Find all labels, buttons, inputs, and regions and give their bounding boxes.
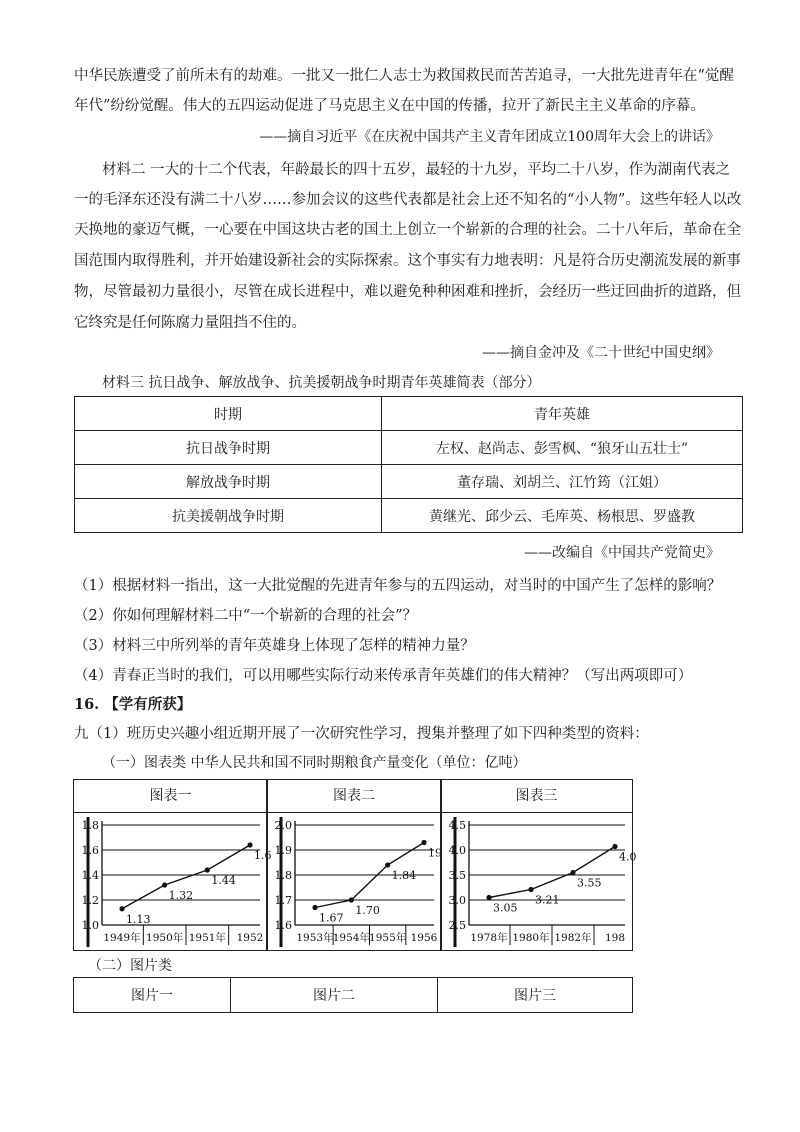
q16-intro: 九（1）班历史兴趣小组近期开展了一次研究性学习，搜集并整理了如下四种类型的资料： (74, 726, 649, 742)
y-tick-label: 1.4 (81, 869, 99, 882)
material2-line: 国范围内取得胜利，并开始建设新社会的实际探索。这个事实有力地表明：凡是符合历史潮流发展的新事 (74, 253, 741, 269)
y-tick-label: 1.6 (274, 919, 292, 932)
data-point (612, 844, 617, 849)
table-row (75, 465, 743, 499)
question-4: （4）青春正当时的我们，可以用哪些实际行动来传承青年英雄们的伟大精神？（写出两项即可） (74, 668, 693, 684)
chart-2-plot (267, 813, 440, 950)
table-cell: 抗美援朝战争时期 (75, 499, 382, 533)
data-point (385, 862, 390, 867)
y-tick-label: 1.8 (81, 819, 99, 832)
x-tick-label: 1978年 (470, 932, 508, 944)
y-tick-label: 4.0 (448, 844, 466, 857)
picture-label: 图片一 (74, 978, 231, 1013)
chart-1 (73, 779, 272, 951)
x-tick-label: 1953年 (296, 932, 334, 944)
material2-line: 天换地的豪迈气概，一心要在中国这块古老的国土上创立一个崭新的合理的社会。二十八年后，革命在全 (74, 222, 741, 238)
section2-heading: （二）图片类 (88, 958, 172, 974)
y-tick-label: 2.0 (274, 819, 292, 832)
data-point (528, 887, 533, 892)
question-1: （1）根据材料一指出，这一大批觉醒的先进青年参与的五四运动，对当时的中国产生了怎样的影响？ (74, 578, 722, 594)
question-3: （3）材料三中所列举的青年英雄身上体现了怎样的精神力量？ (74, 638, 475, 654)
data-label: 3.21 (535, 893, 560, 907)
chart-1-plot (74, 813, 272, 950)
data-point (205, 867, 210, 872)
data-label: 1.6 (254, 849, 272, 862)
data-label: 1.70 (355, 904, 380, 917)
x-tick-label: 1954年 (332, 932, 370, 944)
x-tick-label: 1951年 (188, 932, 226, 944)
y-tick-label: 1.8 (274, 869, 292, 882)
data-label: 1.84 (391, 869, 417, 882)
chart-2 (266, 779, 442, 951)
data-point (162, 882, 167, 887)
x-tick-label: 1956 (410, 932, 438, 944)
data-label: 1.13 (126, 912, 151, 926)
x-tick-label: 1982年 (554, 932, 592, 944)
data-point (119, 906, 124, 911)
picture-label: 图片二 (231, 978, 438, 1013)
x-tick-label: 1949年 (103, 932, 141, 944)
data-label: 3.55 (577, 876, 602, 890)
material1-line: 中华民族遭受了前所未有的劫难。一批又一批仁人志士为救国救民而苦苦追寻，一大批先进青年在“觉醒 (74, 68, 734, 84)
x-tick-label: 198 (604, 932, 626, 944)
table-cell: 解放战争时期 (75, 465, 382, 499)
chart-3 (440, 779, 637, 951)
data-point (247, 842, 252, 847)
material2-line: 材料二 一大的十二个代表，年龄最长的四十五岁，最轻的十九岁，平均二十八岁，作为湖南代表之 (102, 162, 731, 178)
question-2: （2）你如何理解材料二中“一个崭新的合理的社会”？ (74, 608, 418, 624)
table-header-row (75, 397, 743, 431)
y-tick-label: 1.9 (274, 844, 292, 857)
section1-heading: （一）图表类 中华人民共和国不同时期粮食产量变化（单位：亿吨） (102, 755, 527, 771)
heroes-table (74, 396, 743, 533)
table-header: 青年英雄 (382, 397, 743, 431)
series-line (489, 847, 615, 898)
data-label: 3.05 (493, 901, 518, 915)
table-cell: 董存瑞、刘胡兰、江竹筠（江姐） (382, 465, 743, 499)
data-point (486, 895, 491, 900)
data-label: 1.67 (319, 911, 344, 925)
chart-title: 图表二 (267, 780, 441, 813)
y-tick-label: 3.0 (448, 894, 466, 907)
data-point (570, 870, 575, 875)
material1-line: 年代”纷纷觉醒。伟大的五四运动促进了马克思主义在中国的传播，拉开了新民主主义革命的序幕。 (74, 98, 705, 114)
data-label: 1.32 (168, 889, 194, 902)
table-row (75, 499, 743, 533)
y-tick-label: 2.5 (448, 919, 466, 932)
chart-title: 图表三 (441, 780, 632, 813)
y-tick-label: 4.5 (448, 819, 466, 832)
chart-title: 图表一 (74, 780, 267, 813)
y-tick-label: 1.6 (81, 844, 99, 857)
data-label: 19 (428, 846, 442, 860)
picture-label: 图片三 (438, 978, 633, 1013)
material3-title: 材料三 抗日战争、解放战争、抗美援朝战争时期青年英雄简表（部分） (102, 375, 541, 391)
q16-title: 16. 【学有所获】 (74, 696, 192, 713)
x-tick-label: 1955年 (369, 932, 407, 944)
table-row (75, 431, 743, 465)
y-tick-label: 1.7 (274, 894, 292, 907)
pictures-table (73, 977, 633, 1013)
x-tick-label: 1980年 (512, 932, 550, 944)
y-tick-label: 1.0 (81, 919, 99, 932)
material2-source: ——摘自金冲及《二十世纪中国史纲》 (482, 345, 720, 361)
y-tick-label: 1.2 (81, 894, 99, 907)
material2-line: 物，尽管最初力量很小，尽管在成长进程中，难以避免种种困难和挫折，会经历一些迂回曲折的道路，但 (74, 284, 741, 300)
table-cell: 抗日战争时期 (75, 431, 382, 465)
table-cell: 左权、赵尚志、彭雪枫、“狼牙山五壮士” (382, 431, 743, 465)
x-tick-label: 1952 (236, 932, 264, 944)
chart-3-plot (441, 813, 637, 950)
data-point (312, 905, 317, 910)
data-label: 4.0 (619, 850, 637, 864)
data-point (421, 840, 426, 845)
data-label: 1.44 (211, 874, 236, 887)
data-point (349, 897, 354, 902)
x-tick-label: 1950年 (146, 932, 184, 944)
material1-source: ——摘自习近平《在庆祝中国共产主义青年团成立100周年大会上的讲话》 (259, 129, 720, 145)
material2-line: 一的毛泽东还没有满二十八岁……参加会议的这些代表都是社会上还不知名的“小人物”。这些年轻人以改 (74, 192, 742, 208)
table-header: 时期 (75, 397, 382, 431)
table-cell: 黄继光、邱少云、毛库英、杨根思、罗盛教 (382, 499, 743, 533)
material3-source: ——改编自《中国共产党简史》 (524, 545, 720, 561)
y-tick-label: 3.5 (448, 869, 466, 882)
material2-line: 它终究是任何陈腐力量阻挡不住的。 (74, 315, 306, 331)
